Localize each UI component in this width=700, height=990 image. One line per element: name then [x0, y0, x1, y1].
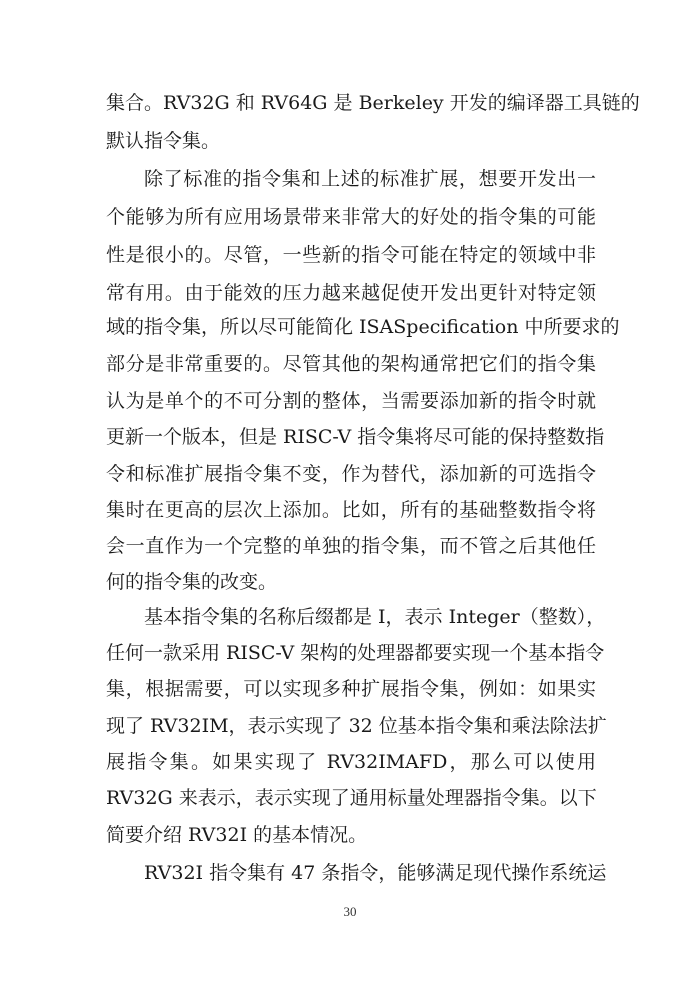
text-line: 何的指令集的改变。 [106, 571, 278, 593]
text-line: 域的指令集，所以尽可能简化 ISASpecification 中所要求的 [106, 316, 620, 338]
text-line: 集合。RV32G 和 RV64G 是 Berkeley 开发的编译器工具链的 [106, 92, 640, 114]
text-line: 集时在更高的层次上添加。比如，所有的基础整数指令将 [106, 499, 596, 521]
text-line: 部分是非常重要的。尽管其他的架构通常把它们的指令集 [106, 353, 596, 375]
text-line: 展指令集。如果实现了 RV32IMAFD，那么可以使用 [106, 751, 596, 773]
text-line: 集，根据需要，可以实现多种扩展指令集，例如：如果实 [106, 678, 596, 700]
paragraph-start-line: 除了标准的指令集和上述的标准扩展，想要开发出一 [144, 168, 596, 190]
text-line: 更新一个版本，但是 RISC-V 指令集将尽可能的保持整数指 [106, 426, 605, 448]
text-line: 认为是单个的不可分割的整体，当需要添加新的指令时就 [106, 390, 596, 412]
text-line: 性是很小的。尽管，一些新的指令可能在特定的领域中非 [106, 244, 596, 266]
text-line: 常有用。由于能效的压力越来越促使开发出更针对特定领 [106, 282, 596, 304]
text-line: 简要介绍 RV32I 的基本情况。 [106, 824, 368, 846]
page-number: 30 [343, 904, 357, 919]
text-line: 默认指令集。 [106, 130, 221, 152]
text-line: 令和标准扩展指令集不变，作为替代，添加新的可选指令 [106, 463, 596, 485]
text-line: 现了 RV32IM，表示实现了 32 位基本指令集和乘法除法扩 [106, 715, 607, 737]
text-line: 会一直作为一个完整的单独的指令集，而不管之后其他任 [106, 535, 596, 557]
paragraph-start-line: RV32I 指令集有 47 条指令，能够满足现代操作系统运 [144, 862, 607, 884]
paragraph-start-line: 基本指令集的名称后缀都是 I，表示 Integer（整数）， [144, 606, 606, 628]
text-line: 任何一款采用 RISC-V 架构的处理器都要实现一个基本指令 [106, 642, 605, 664]
text-line: RV32G 来表示，表示实现了通用标量处理器指令集。以下 [106, 787, 597, 809]
text-line: 个能够为所有应用场景带来非常大的好处的指令集的可能 [106, 206, 596, 228]
